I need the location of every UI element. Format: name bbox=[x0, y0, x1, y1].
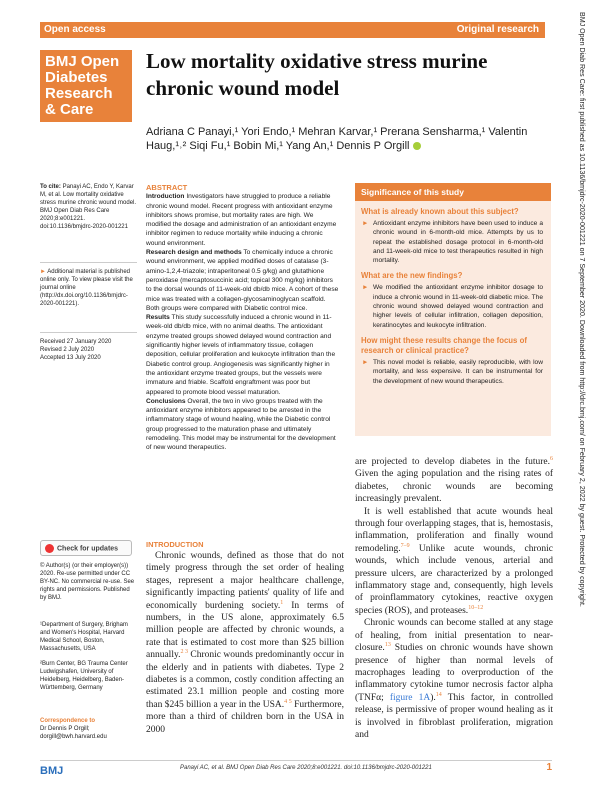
introduction-heading: INTRODUCTION bbox=[146, 540, 204, 549]
body-text: Furthermore, more than a third of children born in the USA in 2000 bbox=[146, 699, 344, 735]
reference-marker[interactable]: 10–12 bbox=[468, 604, 484, 611]
bmj-logo: BMJ bbox=[40, 765, 64, 777]
significance-answer bbox=[355, 217, 551, 265]
orcid-icon[interactable] bbox=[413, 142, 421, 150]
significance-answer bbox=[355, 281, 551, 329]
body-text: ). bbox=[430, 692, 436, 703]
arrow-right-icon: ► bbox=[40, 269, 46, 275]
revised-date: Revised 2 July 2020 bbox=[40, 347, 95, 353]
abstract-label: Introduction bbox=[146, 193, 185, 201]
correspondence-block bbox=[40, 717, 137, 741]
author-names: Adriana C Panayi,¹ Yori Endo,¹ Mehran Karvar,¹ Prerana Sensharma,¹ Valentin Haug,¹˒² Siqi Fu,¹ Bobin Mi,¹ Yang An,¹ Dennis P Orgill bbox=[146, 126, 528, 152]
dates-block bbox=[40, 338, 137, 362]
body-paragraph bbox=[355, 506, 553, 618]
triangle-right-icon: ► bbox=[362, 358, 369, 366]
journal-logo bbox=[40, 50, 132, 122]
abstract-results bbox=[146, 313, 339, 397]
reference-marker[interactable]: 7–9 bbox=[400, 542, 410, 549]
triangle-right-icon: ► bbox=[362, 284, 369, 292]
article-type-label: Original research bbox=[456, 24, 539, 35]
supplement-note bbox=[40, 268, 137, 308]
journal-logo-line: BMJ Open bbox=[45, 53, 120, 70]
reference-marker[interactable]: 13 bbox=[384, 641, 391, 648]
open-access-label: Open access bbox=[44, 24, 106, 35]
body-paragraph bbox=[355, 456, 553, 506]
body-column-right bbox=[355, 456, 553, 741]
significance-answer bbox=[355, 356, 551, 386]
figure-link[interactable]: figure 1A bbox=[389, 692, 431, 703]
cite-text: Panayi AC, Endo Y, Karvar M, et al. Low mortality oxidative stress murine chronic wound model. BMJ Open Diab Res Care 2020;8:e001221. doi:10.1136/bmjdrc-2020-001221 bbox=[40, 184, 137, 230]
significance-answer-text: This novel model is reliable, easily reproducible, with low mortality, and less expensive. It can be instrumental for the development of new wound therapeutics. bbox=[373, 358, 543, 385]
accepted-date: Accepted 13 July 2020 bbox=[40, 355, 101, 361]
significance-header: Significance of this study bbox=[355, 183, 551, 201]
correspondence-name: Dr Dennis P Orgill; bbox=[40, 726, 90, 732]
download-note-text: BMJ Open Diab Res Care: first published as 10.1136/bmjdrc-2020-001221 on 7 September 2020. Downloaded from http://drc.bmj.com/ on February 2, 2022 by guest. Protected by copyright. bbox=[578, 12, 586, 607]
header-bar bbox=[40, 22, 545, 38]
body-text: are projected to develop diabetes in the future. bbox=[355, 457, 550, 467]
download-note bbox=[577, 12, 589, 782]
significance-answer-text: We modified the antioxidant enzyme inhibitor dosage to induce a chronic wound in 11-week-old diabetic mice. The chronic wound showed delayed wound contraction and higher levels of cellular infiltration, collagen deposition, keratinocytes and leukocyte infiltration. bbox=[373, 284, 543, 329]
check-for-updates-button[interactable] bbox=[40, 540, 132, 556]
abstract-text: Investigators have struggled to produce a reliable chronic wound model. Recent progress with antioxidant enzyme inhibitors shows promise, but mortality rates are high. We modified the dosage and administration of an antioxidant enzyme inhibitor regimen to reduce mortality while inducing a chronic wound environment. bbox=[146, 193, 337, 247]
body-column-left bbox=[146, 550, 344, 736]
body-text: Studies on chronic wounds have shown presence of higher than normal levels of macrophages leading to overproduction of the inflammatory cytokine tumor necrosis factor alpha (TNFα; bbox=[355, 643, 553, 703]
abstract-label: Research design and methods bbox=[146, 249, 242, 257]
abstract-text: To chemically induce a chronic wound environment, we applied modified doses of catalase (3-amino-1,2,4-triazole; intraperitoneal 0.5 g/kg) and glutathione peroxidase (mercaptosuccinic acid; topical 300 mg/kg) inhibitors to the dorsal wounds of 11-week-old db/db mice. A cohort of these mice was treated with a collagen-glycosaminoglycan scaffold. Both groups were compared with Diabetic control mice. bbox=[146, 249, 339, 312]
journal-logo-line: & Care bbox=[45, 101, 94, 118]
journal-logo-line: Diabetes bbox=[45, 69, 108, 86]
check-updates-label: Check for updates bbox=[57, 545, 119, 553]
license-note: © Author(s) (or their employer(s)) 2020. Re-use permitted under CC BY-NC. No commercial re-use. See rights and permissions. Published by BMJ. bbox=[40, 563, 135, 601]
divider bbox=[40, 332, 137, 333]
reference-marker[interactable]: 2 3 bbox=[180, 649, 188, 656]
abstract-introduction bbox=[146, 192, 339, 248]
reference-marker[interactable]: 4 5 bbox=[284, 698, 292, 705]
reference-marker[interactable]: 1 bbox=[280, 599, 284, 606]
abstract-text: Overall, the two in vivo groups treated with the antioxidant enzyme inhibitors appeared to be arrested in the inflammatory stage of wound healing, while the Diabetic control group progressed to the maturation phase and ultimately remodeling. This model may be instrumental for the development of new wound therapeutics. bbox=[146, 397, 336, 452]
abstract-heading: ABSTRACT bbox=[146, 183, 188, 192]
body-text: Unlike acute wounds, chronic wounds, which include venous, arterial and pressure ulcers, are characterized by a prolonged inflammatory stage and, consequently, high levels of proinflammatory cytokines, reactive oxygen species (ROS), and proteases. bbox=[355, 543, 553, 616]
body-text: This factor, in controlled release, is permissive of proper wound healing as it is involved in fibroblast proliferation, migration and bbox=[355, 692, 553, 740]
citation-block bbox=[40, 183, 137, 231]
affiliation-2: ²Burn Center, BG Trauma Center Ludwigshafen, University of Heidelberg, Heidelberg, Baden-Württemberg, Germany bbox=[40, 661, 128, 691]
page-footer bbox=[40, 760, 552, 780]
significance-question: What are the new findings? bbox=[361, 271, 463, 281]
significance-question: What is already known about this subject? bbox=[361, 207, 519, 216]
significance-box bbox=[355, 183, 551, 436]
abstract-text: This study successfully induced a chronic wound in 11-week-old db/db mice, with no animal deaths. The antioxidant enzyme treated groups showed delayed wound contraction and significantly higher levels of inflammatory tissue, collagen deposition, cellular proliferation and leukocyte infiltration than the Diabetic control group. Angiogenesis was significantly higher in the antioxidant enzyme treated groups, but the vessels were immature and friable. Scaffold engraftment was poor but appeared to promote blood vessel maturation. bbox=[146, 314, 336, 396]
correspondence-heading: Correspondence to bbox=[40, 718, 96, 724]
abstract-label: Results bbox=[146, 314, 170, 322]
footer-citation: Panayi AC, et al. BMJ Open Diab Res Care 2020;8:e001221. doi:10.1136/bmjdrc-2020-001221 bbox=[180, 765, 432, 771]
triangle-right-icon: ► bbox=[362, 220, 369, 227]
body-text: Given the aging population and the rising rates of diabetes, chronic wounds are becoming increasingly prevalent. bbox=[355, 469, 553, 505]
body-text: In terms of numbers, in the US alone, approximately 6.5 million people are affected by chronic wounds, a rate that is estimated to cost more than $25 billion annually. bbox=[146, 600, 344, 661]
abstract bbox=[146, 183, 339, 453]
body-paragraph bbox=[355, 617, 553, 741]
body-text: Chronic wounds, defined as those that do not timely progress through the set order of healing stages, represent a major healthcare challenge, significantly impacting patients' quality of life and economically burdening society. bbox=[146, 551, 344, 611]
journal-logo-line: Research bbox=[45, 85, 113, 102]
body-paragraph bbox=[146, 550, 344, 736]
body-text: Chronic wounds can become stalled at any stage of healing, from initial presentation to near-closure. bbox=[355, 618, 553, 654]
abstract-methods bbox=[146, 248, 339, 313]
body-text: It is well established that acute wounds heal through four overlapping stages, that is, hemostasis, inflammation, proliferation and finally wound remodeling. bbox=[355, 506, 553, 554]
divider bbox=[40, 262, 137, 263]
affiliation-1: ¹Department of Surgery, Brigham and Women's Hospital, Harvard Medical School, Boston, Massachusetts, USA bbox=[40, 622, 128, 652]
body-text: Chronic wounds predominantly occur in the elderly and in patients with diabetes. Type 2 diabetes is a common, costly condition affecting an estimated 23.1 million people and costing more than $245 billion a year in the USA. bbox=[146, 650, 344, 710]
reference-marker[interactable]: 6 bbox=[550, 455, 553, 462]
abstract-conclusions bbox=[146, 397, 339, 453]
correspondence-email[interactable]: dorgill@bwh.harvard.edu bbox=[40, 734, 107, 740]
received-date: Received 27 January 2020 bbox=[40, 339, 112, 345]
author-list bbox=[146, 125, 546, 153]
supplement-text[interactable]: Additional material is published online only. To view please visit the journal online (http://dx.doi.org/10.1136/bmjdrc-2020-001221). bbox=[40, 269, 133, 307]
abstract-label: Conclusions bbox=[146, 397, 186, 405]
article-title: Low mortality oxidative stress murine chronic wound model bbox=[146, 49, 488, 100]
significance-answer-text: Antioxidant enzyme inhibitors have been used to induce a chronic wound in 6-month-old mice. Attempts by us to repeat the established dosage protocol in 6-month-old and 11-week-old mice to test therapeutics resulted in high mortality. bbox=[373, 220, 543, 265]
page-number: 1 bbox=[546, 762, 552, 773]
reference-marker[interactable]: 14 bbox=[435, 691, 442, 698]
significance-question: How might these results change the focus of research or clinical practice? bbox=[361, 335, 527, 355]
cite-label: To cite: bbox=[40, 184, 61, 190]
crossmark-icon bbox=[45, 544, 54, 553]
